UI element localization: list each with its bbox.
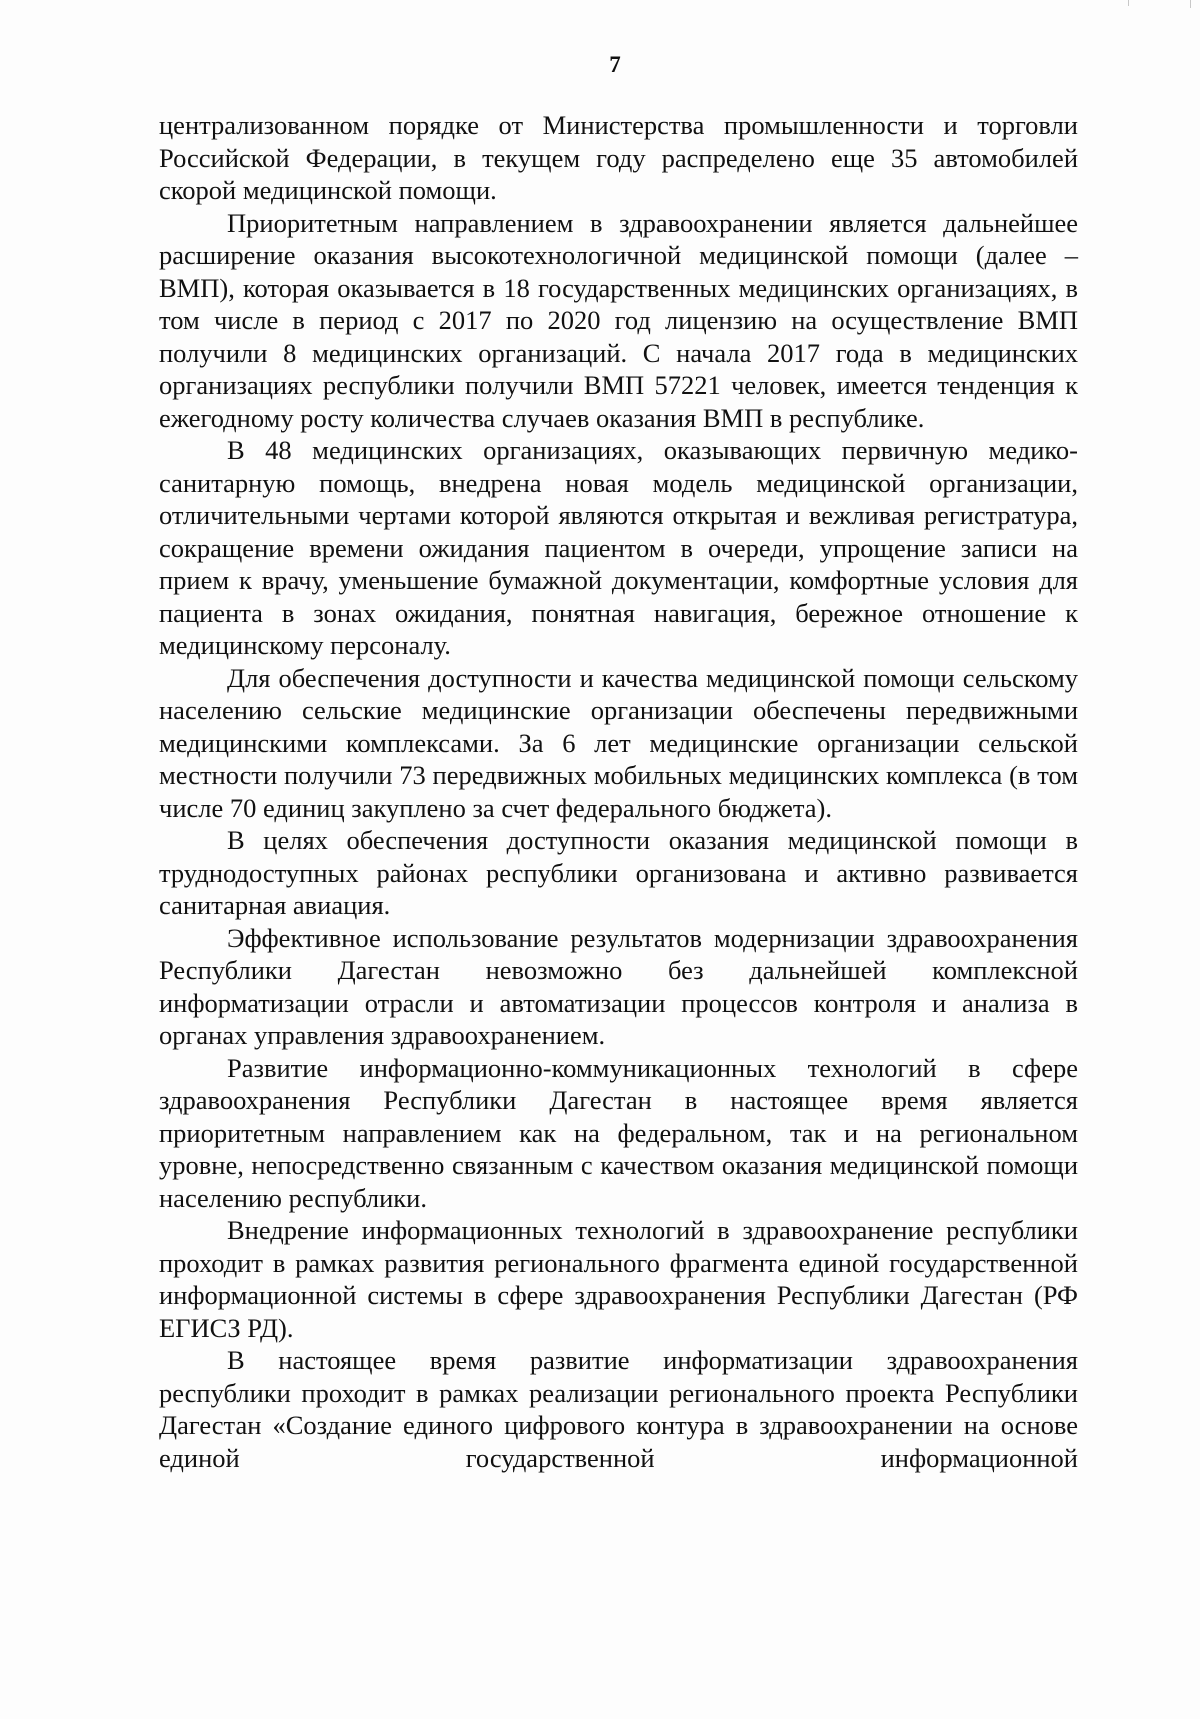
- paragraph: Развитие информационно-коммуникационных технологий в сфере здравоохранения Республики Дагестан в настоящее время является приоритетным направлением как на федеральном, так и на региональном уровне, непосредственно связанным с качеством оказания медицинской помощи населению республики.: [159, 1052, 1078, 1213]
- scan-edge-mark: [1190, 0, 1191, 8]
- document-body: [159, 109, 1078, 1474]
- paragraph: Внедрение информационных технологий в здравоохранение республики проходит в рамках развития регионального фрагмента единой государственной информационной системы в сфере здравоохранения Республики Дагестан (РФ ЕГИСЗ РД).: [159, 1215, 1078, 1343]
- page-number: 7: [609, 52, 621, 77]
- paragraph: В 48 медицинских организациях, оказывающих первичную медико-санитарную помощь, внедрена новая модель медицинской организации, отличительными чертами которой являются открытая и вежливая регистратура, сокращение времени ожидания пациентом в очереди, упрощение записи на прием к врачу, уменьшение бумажной документации, комфортные условия для пациента в зонах ожидания, понятная навигация, бережное отношение к медицинскому персоналу.: [159, 435, 1078, 660]
- paragraph: централизованном порядке от Министерства промышленности и торговли Российской Федерации, в текущем году распределено еще 35 автомобилей скорой медицинской помощи.: [159, 110, 1078, 205]
- paragraph: В целях обеспечения доступности оказания медицинской помощи в труднодоступных районах республики организована и активно развивается санитарная авиация.: [159, 825, 1078, 920]
- paragraph: Приоритетным направлением в здравоохранении является дальнейшее расширение оказания высокотехнологичной медицинской помощи (далее – ВМП), которая оказывается в 18 государственных медицинских организациях, в том числе в период с 2017 по 2020 год лицензию на осуществление ВМП получили 8 медицинских организаций. С начала 2017 года в медицинских организациях республики получили ВМП 57221 человек, имеется тенденция к ежегодному росту количества случаев оказания ВМП в республике.: [159, 207, 1078, 433]
- paragraph: Эффективное использование результатов модернизации здравоохранения Республики Дагестан невозможно без дальнейшей комплексной информатизации отрасли и автоматизации процессов контроля и анализа в органах управления здравоохранением.: [159, 922, 1078, 1050]
- paragraph: В настоящее время развитие информатизации здравоохранения республики проходит в рамках реализации регионального проекта Республики Дагестан «Создание единого цифрового контура в здравоохранении на основе единой государственной информационной: [159, 1345, 1078, 1473]
- paragraph: Для обеспечения доступности и качества медицинской помощи сельскому населению сельские медицинские организации обеспечены передвижными медицинскими комплексами. За 6 лет медицинские организации сельской местности получили 73 передвижных мобильных медицинских комплекса (в том числе 70 единиц закуплено за счет федерального бюджета).: [159, 662, 1078, 823]
- scan-edge-mark: [1128, 0, 1129, 6]
